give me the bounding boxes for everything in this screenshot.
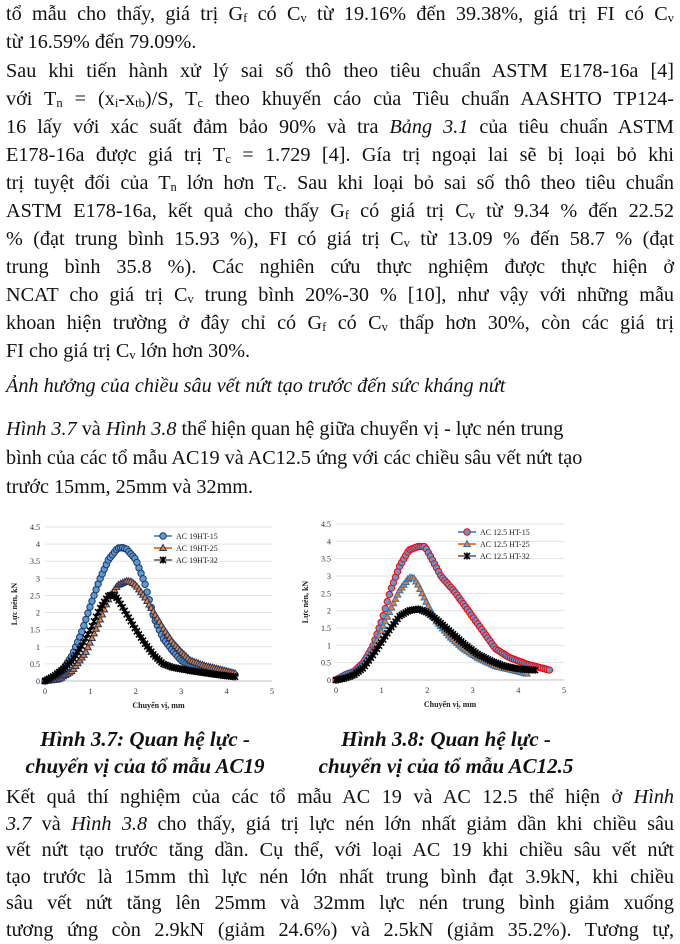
paragraph-figure-intro: [6, 415, 674, 502]
svg-text:Chuyển vị, mm: Chuyển vị, mm: [132, 701, 185, 710]
svg-text:0.5: 0.5: [321, 658, 331, 668]
svg-text:4.5: 4.5: [321, 520, 331, 529]
text-line: E178-16a được giá trị $T_c = 1.729$ [4]. Gía trị ngoại lai sẽ bị loại bỏ khi: [6, 144, 674, 166]
text-line: bình của các tổ mẫu AC19 và AC12.5 ứng với các chiều sâu vết nứt tạo: [6, 447, 583, 469]
figure-3-8-chart: [290, 512, 580, 717]
svg-text:0: 0: [36, 677, 40, 686]
svg-text:0: 0: [334, 686, 338, 695]
figure-3-7-chart: [0, 512, 290, 717]
text-line: 3.7 và Hình 3.8 cho thấy, giá trị lực nén lớn nhất giảm dần khi chiều sâu: [6, 812, 674, 835]
svg-text:3.5: 3.5: [321, 554, 331, 564]
text-line: từ 16.59% đến 79.09%.: [6, 31, 197, 53]
svg-text:2: 2: [327, 606, 331, 616]
text-line: tương ứng còn 2.9kN (giảm 24.6%) và 2.5kN (giảm 35.2%). Tương tự,: [6, 918, 674, 941]
paragraph-results: [6, 784, 674, 943]
svg-text:AC 12.5 HT-32: AC 12.5 HT-32: [480, 552, 530, 561]
figure-reference: Hình 3.8: [105, 418, 177, 440]
figure-3-7-caption: Hình 3.7: Quan hệ lực - chuyển vị của tổ mẫu AC19: [25, 727, 265, 778]
svg-text:AC 19HT-15: AC 19HT-15: [176, 532, 218, 541]
svg-text:5: 5: [270, 687, 274, 696]
svg-text:1: 1: [379, 686, 384, 695]
svg-text:3: 3: [179, 687, 184, 696]
text-line: ASTM E178-16a, kết quả cho thấy $G_f$ có giá trị $C_v$ từ 9.34 % đến 22.52: [6, 200, 674, 222]
text-line: % (đạt trung bình 15.93 %), FI có giá trị $C_v$ từ 13.09 % đến 58.7 % (đạt: [6, 228, 674, 250]
section-heading: Ảnh hưởng của chiều sâu vết nứt tạo trước đến sức kháng nứt: [6, 375, 506, 397]
svg-text:AC 19HT-25: AC 19HT-25: [176, 544, 218, 553]
svg-text:3: 3: [327, 572, 331, 581]
text-line: trị tuyệt đối của $T_n$ lớn hơn $T_c$. Sau khi loại bỏ sai số thô theo tiêu chuẩn: [6, 172, 674, 194]
text-line: vết nứt tạo trước tăng dần. Cụ thể, với loại AC 19 khi chiều sâu vết nứt: [6, 839, 674, 861]
svg-text:AC 12.5 HT-15: AC 12.5 HT-15: [480, 528, 530, 537]
paragraph-outlier-removal: [6, 57, 674, 365]
figure-reference: Hình 3.7: [6, 418, 77, 440]
svg-text:AC 19HT-32: AC 19HT-32: [176, 556, 218, 565]
text-line: trước 15mm, 25mm và 32mm.: [6, 476, 254, 498]
chart-ac12-5: [290, 512, 580, 717]
figure-reference: Hình 3.8: [71, 812, 148, 835]
svg-text:AC 12.5 HT-25: AC 12.5 HT-25: [480, 540, 530, 549]
svg-text:Lực nén, kN: Lực nén, kN: [301, 580, 310, 624]
svg-text:1: 1: [327, 641, 331, 651]
svg-text:2: 2: [36, 608, 40, 618]
svg-text:Chuyển vị, mm: Chuyển vị, mm: [423, 700, 477, 709]
text-line: NCAT cho giá trị $C_v$ trung bình 20%-30 % [10], như vậy với những mẫu: [6, 284, 674, 306]
figure-3-8-caption: Hình 3.8: Quan hệ lực - chuyển vị của tổ mẫu AC12.5: [318, 727, 574, 778]
paragraph-cv-initial: [6, 0, 674, 56]
text-line: Sau khi tiến hành xử lý sai số thô theo tiêu chuẩn ASTM E178-16a [4]: [6, 60, 674, 82]
svg-text:1: 1: [88, 687, 93, 696]
svg-text:4: 4: [224, 687, 229, 696]
svg-text:1: 1: [36, 642, 40, 652]
svg-text:4: 4: [516, 686, 521, 695]
text-line: khoan hiện trường ở đây chỉ có $G_f$ có $C_v$ thấp hơn 30%, còn các giá trị: [6, 312, 674, 334]
svg-text:4: 4: [327, 537, 331, 547]
svg-text:2.5: 2.5: [321, 589, 331, 599]
svg-text:4.5: 4.5: [30, 523, 40, 532]
table-reference: Bảng 3.1: [389, 116, 469, 138]
svg-text:3: 3: [36, 574, 40, 584]
chart-ac19: [0, 512, 290, 717]
svg-text:3.5: 3.5: [30, 557, 40, 567]
svg-text:2: 2: [425, 686, 430, 695]
svg-text:5: 5: [562, 686, 566, 695]
text-line: FI cho giá trị $C_v$ lớn hơn 30%.: [6, 340, 251, 362]
svg-text:0: 0: [327, 676, 331, 685]
svg-text:3: 3: [470, 686, 475, 695]
series-ac-19ht-25: [42, 578, 239, 684]
svg-text:1.5: 1.5: [30, 625, 40, 635]
svg-text:0.5: 0.5: [30, 659, 40, 669]
text-line: Hình 3.7 và Hình 3.8 thể hiện quan hệ giữa chuyển vị - lực nén trung: [6, 418, 564, 440]
svg-text:2: 2: [133, 687, 138, 696]
svg-text:4: 4: [36, 540, 40, 550]
svg-text:0: 0: [43, 687, 47, 696]
text-line: với $T_n = (x_i-x_{tb})/S$, $T_c$ theo khuyến cáo của Tiêu chuẩn AASHTO TP124-: [6, 88, 674, 110]
svg-text:2.5: 2.5: [30, 591, 40, 601]
text-line: Kết quả thí nghiệm của các tổ mẫu AC 19 và AC 12.5 thể hiện ở Hình: [6, 786, 674, 808]
svg-text:1.5: 1.5: [321, 624, 331, 633]
text-line: sâu vết nứt tăng lên 25mm và 32mm lực nén trung bình giảm xuống: [6, 892, 674, 914]
text-line: tổ mẫu cho thấy, giá trị $G_f$ có $C_v$ từ 19.16% đến 39.38%, giá trị FI có $C_v$: [6, 3, 675, 25]
svg-text:Lực nén, kN: Lực nén, kN: [10, 582, 19, 626]
text-line: 16 lấy với xác suất đảm bảo 90% và tra Bảng 3.1 của tiêu chuẩn ASTM: [6, 116, 674, 138]
text-line: trung bình 35.8 %). Các nghiên cứu thực nghiệm được thực hiện ở: [6, 256, 674, 278]
text-line: tạo trước là 15mm thì lực nén lớn nhất trung bình đạt 3.9kN, khi chiều: [6, 865, 674, 888]
